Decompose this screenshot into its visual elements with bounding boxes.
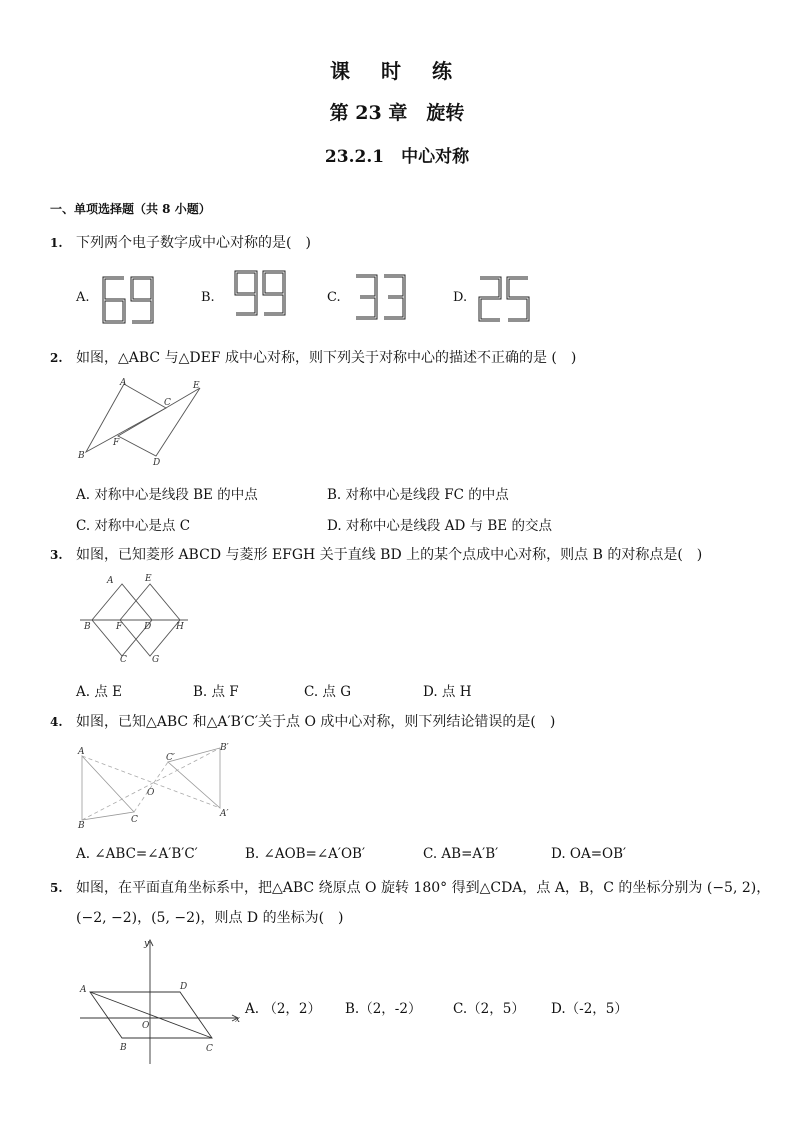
option-a: A. ∠ABC=∠A′B′C′ [76, 846, 198, 862]
label-C-prime: C′ [166, 753, 175, 763]
option-c: C.（2，5） [453, 1001, 525, 1017]
label-B: B [78, 451, 85, 461]
label-C: C [120, 655, 127, 665]
option-label: A. [76, 290, 90, 305]
option-b: B. 对称中心是线段 FC 的中点 [327, 487, 509, 503]
question-stem: 如图，已知菱形 ABCD 与菱形 EFGH 关于直线 BD 上的某个点成中心对称，则点 B 的对称点是( ) [76, 547, 703, 563]
label-C: C [131, 815, 138, 825]
label-A: A [78, 747, 85, 757]
symmetric-triangles-figure [76, 740, 236, 832]
part-heading: 一、单项选择题（共 8 小题） [50, 202, 211, 216]
coordinate-plane-figure [76, 936, 251, 1070]
option-b: B. 点 F [193, 684, 239, 700]
option-a: A. 点 E [76, 684, 122, 700]
option-c: C. AB=A′B′ [423, 846, 499, 862]
document-title: 课 时 练 [330, 59, 464, 83]
label-C: C [164, 398, 171, 408]
question-number: 2. [50, 351, 63, 365]
option-a: A. 对称中心是线段 BE 的中点 [76, 487, 258, 503]
label-E: E [193, 381, 200, 391]
question-stem: 下列两个电子数字成中心对称的是( ) [76, 235, 311, 251]
triangles-abc-def-figure [76, 376, 216, 468]
option-label: D. [453, 290, 468, 305]
label-D: D [153, 458, 161, 468]
option-c: C. 对称中心是点 C [76, 518, 191, 534]
option-label: B. [201, 290, 215, 305]
question-stem-line-2: (−2, −2)，(5, −2)，则点 D 的坐标为( ) [76, 910, 344, 926]
label-y: y [144, 939, 150, 949]
option-b: B. ∠AOB=∠A′OB′ [245, 846, 366, 862]
option-d: D.（-2，5） [551, 1001, 628, 1017]
label-F: F [113, 438, 120, 448]
question-number: 3. [50, 548, 63, 562]
question-stem: 如图，已知△ABC 和△A′B′C′关于点 O 成中心对称，则下列结论错误的是( ) [76, 714, 556, 730]
label-A-prime: A′ [220, 809, 229, 819]
label-A: A [107, 576, 114, 586]
digits-25-figure [476, 274, 536, 328]
label-C: C [206, 1044, 213, 1054]
label-O: O [142, 1021, 150, 1031]
option-c: C. 点 G [304, 684, 352, 700]
label-B: B [84, 622, 91, 632]
option-b: B.（2，-2） [345, 1001, 422, 1017]
digits-33-figure [352, 272, 412, 326]
question-stem: 如图，△ABC 与△DEF 成中心对称，则下列关于对称中心的描述不正确的是 ( ) [76, 350, 577, 366]
label-A: A [80, 985, 87, 995]
label-D: D [180, 982, 188, 992]
chapter-title: 第 23 章 旋转 [329, 102, 465, 124]
option-d: D. 对称中心是线段 AD 与 BE 的交点 [327, 518, 552, 534]
option-label: C. [327, 290, 341, 305]
question-number: 4. [50, 715, 63, 729]
label-F: F [116, 622, 123, 632]
question-number: 1. [50, 236, 63, 250]
digits-69-figure [100, 270, 160, 330]
question-number: 5. [50, 881, 63, 895]
label-B: B [78, 821, 85, 831]
label-x: x [235, 1015, 241, 1025]
label-H: H [176, 622, 184, 632]
digits-99-figure [232, 268, 292, 322]
label-A: A [120, 378, 127, 388]
label-E: E [145, 574, 152, 584]
option-d: D. OA=OB′ [551, 846, 627, 862]
option-d: D. 点 H [423, 684, 472, 700]
question-stem-line-1: 如图，在平面直角坐标系中，把△ABC 绕原点 O 旋转 180° 得到△CDA，点 A，B，C 的坐标分别为 (−5, 2)， [76, 880, 771, 896]
label-B-prime: B′ [220, 743, 229, 753]
label-D: D [144, 622, 152, 632]
option-a: A. （2，2） [245, 1001, 322, 1017]
section-title: 23.2.1 中心对称 [324, 147, 470, 167]
label-B: B [120, 1043, 127, 1053]
label-O: O [147, 788, 155, 798]
label-G: G [152, 655, 160, 665]
rhombus-figure [76, 572, 196, 668]
